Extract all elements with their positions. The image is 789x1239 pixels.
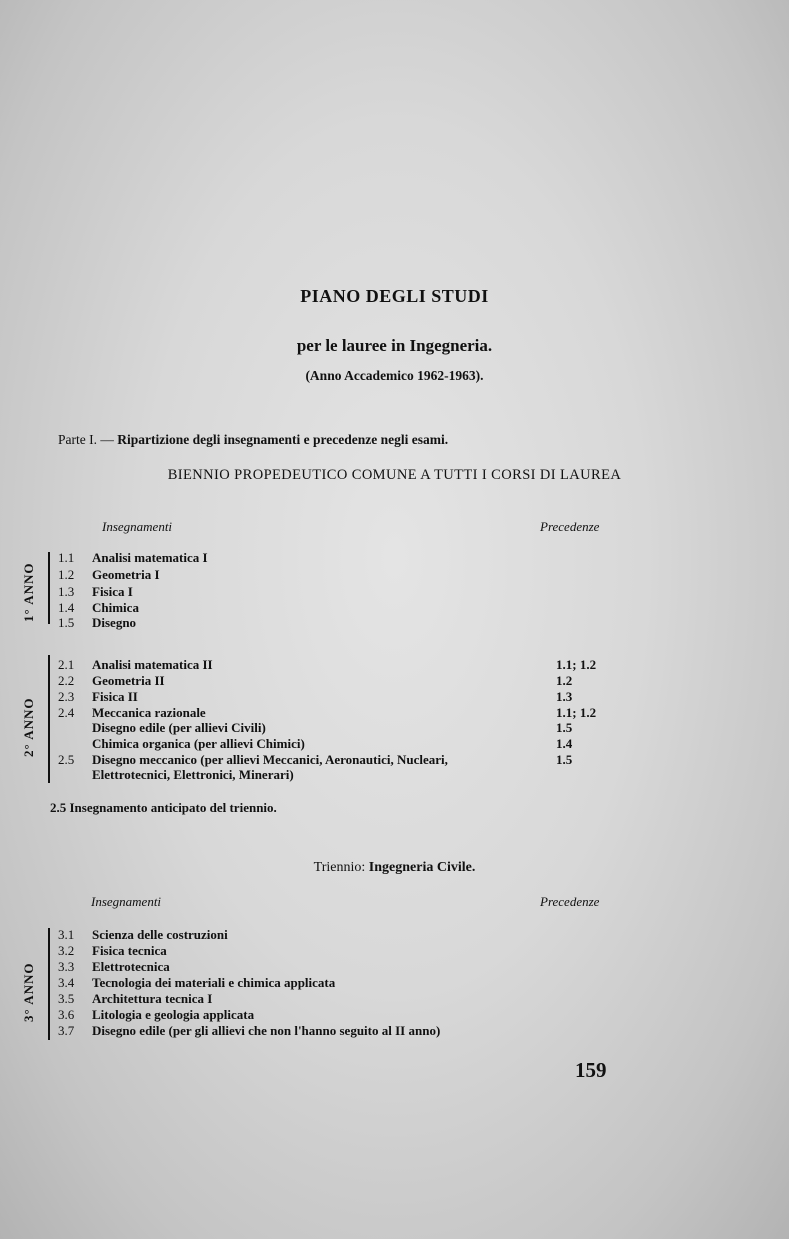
list-item: 2.2 Geometria II 1.2 [58,673,573,688]
column-header-insegnamenti: Insegnamenti [102,519,173,534]
column-header-insegnamenti-2: Insegnamenti [91,894,162,909]
year-label-1: 1° ANNO [21,562,36,622]
year-label-3: 3° ANNO [21,962,36,1022]
list-item: 3.6 Litologia e geologia applicata [58,1007,255,1022]
list-item: 3.4 Tecnologia dei materiali e chimica applicata [58,975,336,990]
part-heading [58,433,448,447]
list-item: 2.3 Fisica II 1.3 [58,689,573,704]
part-label: Parte I. — [58,432,114,447]
list-item: 3.5 Architettura tecnica I [58,991,213,1006]
list-item: 1.5 Disegno [58,615,137,630]
page-subtitle: per le lauree in Ingegneria. [296,336,493,355]
triennio-heading [0,861,789,875]
list-item: 1.2 Geometria I [58,567,160,582]
list-item: 3.2 Fisica tecnica [58,943,167,958]
list-item: 1.4 Chimica [58,600,139,615]
list-item: 2.5 Disegno meccanico (per allievi Meccanici, Aeronautici, Nucleari, 1.5 [58,752,573,767]
list-item: 2.1 Analisi matematica II 1.1; 1.2 [58,657,597,672]
triennio-name: Ingegneria Civile. [368,860,476,875]
page-title: PIANO DEGLI STUDI [300,286,489,306]
year-label-2: 2° ANNO [21,697,36,757]
academic-year: (Anno Accademico 1962-1963). [305,368,484,383]
year-brace-3 [48,928,50,1040]
list-item: 3.7 Disegno edile (per gli allievi che non l'hanno seguito al II anno) [58,1023,441,1038]
column-header-precedenze: Precedenze [540,519,600,534]
list-item: Elettrotecnici, Elettronici, Minerari) [92,767,294,782]
list-item: 1.3 Fisica I [58,584,133,599]
list-item: Disegno edile (per allievi Civili) 1.5 [92,720,573,735]
part-text: Ripartizione degli insegnamenti e precedenze negli esami. [117,432,449,447]
biennio-heading: BIENNIO PROPEDEUTICO COMUNE A TUTTI I CORSI DI LAUREA [167,467,622,483]
page-number: 159 [575,1058,607,1082]
list-item: 3.1 Scienza delle costruzioni [58,927,228,942]
year-brace-2 [48,655,50,783]
year-brace-1 [48,552,50,624]
list-item: 3.3 Elettrotecnica [58,959,170,974]
column-header-precedenze-2: Precedenze [540,894,600,909]
list-item: Chimica organica (per allievi Chimici) 1.4 [92,736,573,751]
triennio-label: Triennio: [313,860,366,875]
list-item: 1.1 Analisi matematica I [58,550,208,565]
list-item: 2.4 Meccanica razionale 1.1; 1.2 [58,705,597,720]
footnote: 2.5 Insegnamento anticipato del triennio. [50,800,277,815]
